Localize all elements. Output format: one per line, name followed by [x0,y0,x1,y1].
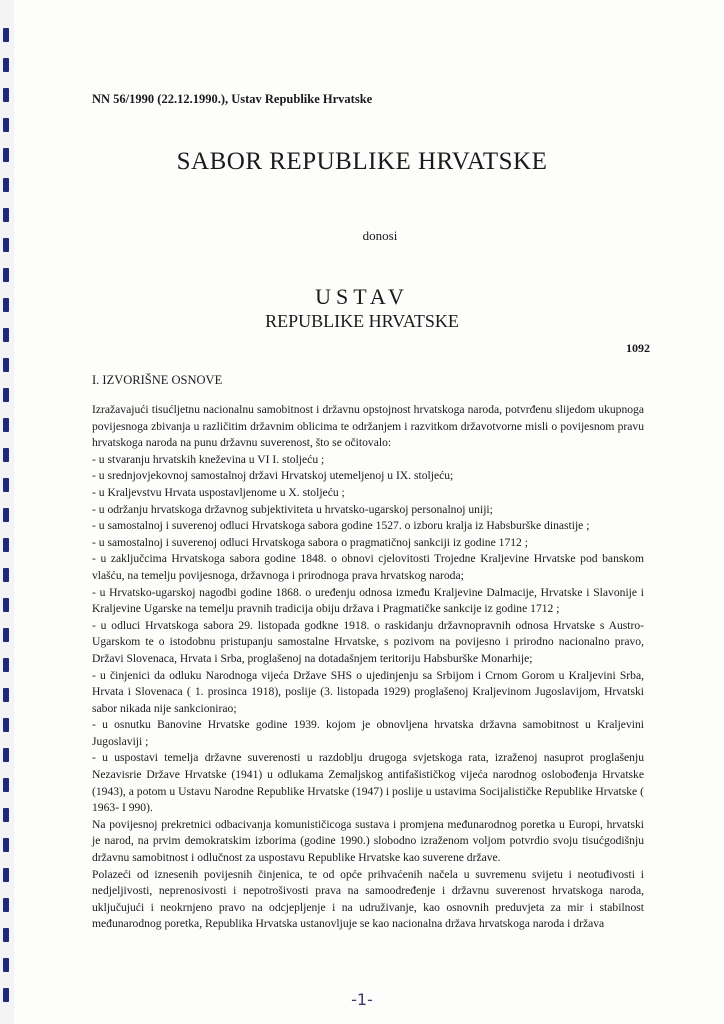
list-item: - u Kraljevstvu Hrvata uspostavljenome u X. stoljeću ; [92,485,345,499]
binding-hole [3,748,9,762]
binding-hole [3,688,9,702]
binding-hole [3,358,9,372]
binding-hole [3,598,9,612]
binding-hole [3,478,9,492]
binding-hole [3,448,9,462]
binding-hole [3,508,9,522]
binding-hole [3,718,9,732]
binding-hole [3,568,9,582]
binding-hole [3,208,9,222]
document-number: 1092 [626,341,650,355]
list-item: - u činjenici da odluku Narodnoga vijeća Države SHS o ujedinjenju sa Srbijom i Crnom Gorom u Kraljevini Srba, Hrvata i Slovenaca ( 1. prosinca 1918), poslije (3. listopada 1929) proglašenoj Kraljevinom Jugoslavijom, Hrvatski sabor nikada nije sankcionirao; [92,668,644,715]
binding-hole [3,28,9,42]
binding-hole [3,778,9,792]
gazette-reference: NN 56/1990 (22.12.1990.), Ustav Republike Hrvatske [92,92,373,106]
section-heading: I. IZVORIŠNE OSNOVE [92,373,223,387]
binding-hole [3,658,9,672]
binding-hole [3,88,9,102]
list-item: - u održanju hrvatskoga državnog subjektiviteta u hrvatsko-ugarskoj personalnoj uniji; [92,502,493,516]
binding-hole [3,628,9,642]
binding-hole [3,58,9,72]
paragraph: Polazeći od iznesenih povijesnih činjenica, te od opće prihvaćenih načela u suvremenu svijetu i neotuđivosti i nedjeljivosti, neprenosivosti i nepotrošivosti prava na samoodređenje i državnu suverenost hrvatskoga naroda, uključujući i neokrnjeno pravo na odcjepljenje i na udruživanje, kao osnovnih preduvjeta za mir i stabilnost međunarodnog poretka, Republika Hrvatska ustanovljuje se kao nacionalna država hrvatskoga naroda i država [92,867,644,931]
binding-hole [3,928,9,942]
paragraph: Izražavajući tisućljetnu nacionalnu samobitnost i državnu opstojnost hrvatskoga naroda, potvrđenu slijedom ukupnoga povijesnoga zbivanja u različitim državnim oblicima te održanjem i razvitkom državotvorne misli o povijesnom pravu hrvatskoga naroda na punu državnu suverenost, što se očitovalo: [92,403,644,450]
binding-hole [3,898,9,912]
list-item: - u srednjovjekovnoj samostalnoj državi Hrvatskoj utemeljenoj u IX. stoljeću; [92,469,454,483]
body-text [92,402,644,933]
page-title: SABOR REPUBLIKE HRVATSKE [176,148,548,175]
list-item: - u stvaranju hrvatskih kneževina u VI I. stoljeću ; [92,452,325,466]
list-item: - u zaključcima Hrvatskoga sabora godine 1848. o obnovi cjelovitosti Trojedne Kraljevine Hrvatske pod banskom vlašću, na temelju povijesnoga, državnoga i prirodnoga prava hrvatskog naroda; [92,552,644,582]
binding-hole [3,388,9,402]
list-item: - u samostalnoj i suverenoj odluci Hrvatskoga sabora godine 1527. o izboru kralja iz Habsburške dinastije ; [92,519,590,533]
page-number: -1- [351,990,373,1009]
donosi-label: donosi [362,228,398,243]
binding-hole [3,418,9,432]
binding-hole [3,958,9,972]
binding-hole [3,868,9,882]
list-item: - u odluci Hrvatskoga sabora 29. listopada godkne 1918. o raskidanju državnopravnih odnosa Hrvatske s Austro-Ugarskom te o istodobnu pristupanju samostalne Hrvatske, s pozivom na povijesno i prirodno nacionalno pravo, Državi Slovenaca, Hrvata i Srba, proglašenoj na dotadašnjem teritoriju Habsburške Monarhije; [92,618,644,665]
paragraph: Na povijesnoj prekretnici odbacivanja komunističicoga sustava i promjena međunarodnog poretka u Europi, hrvatski je narod, na prvim demokratskim izborima (godine 1990.) slobodno izraženom voljom potvrdio svoju tisućgodišnju državnu samobitnost i odlučnost za uspostavu Republike Hrvatske kao suverene države. [92,817,644,865]
binding-hole [3,838,9,852]
binding-hole [3,808,9,822]
binding-hole [3,178,9,192]
ustav-title: USTAV [315,284,409,309]
binding-hole [3,268,9,282]
list-item: - u uspostavi temelja državne suverenosti u razdoblju drugoga svjetskoga rata, izraženoj nasuprot proglašenju Nezavisrie Države Hrvatske (1941) u odlukama Zemaljskog antifašističkog vijeća narodnog oslobođenja Hrvatske (1943), a potom u Ustavu Narodne Republike Hrvatske (1947) i poslije u ustavima Socijalističke Republike Hrvatske ( 1963- I 990). [92,751,644,815]
binding-hole [3,118,9,132]
list-item: - u Hrvatsko-ugarskoj nagodbi godine 1868. o uređenju odnosa između Kraljevine Dalmacije, Hrvatske i Slavonije i Kraljevine Ugarske na temelju pravnih tradicija obiju država i Pragmatičke sankcije iz godine 1712 ; [92,585,644,616]
list-item: - u samostalnoj i suverenoj odluci Hrvatskoga sabora o pragmatičnoj sankciji iz godine 1712 ; [92,535,528,549]
binding-hole [3,538,9,552]
list-item: - u osnutku Banovine Hrvatske godine 1939. kojom je obnovljena hrvatska državna samobitnost u Kraljevini Jugoslaviji ; [92,718,644,748]
ustav-subtitle: REPUBLIKE HRVATSKE [265,311,459,331]
